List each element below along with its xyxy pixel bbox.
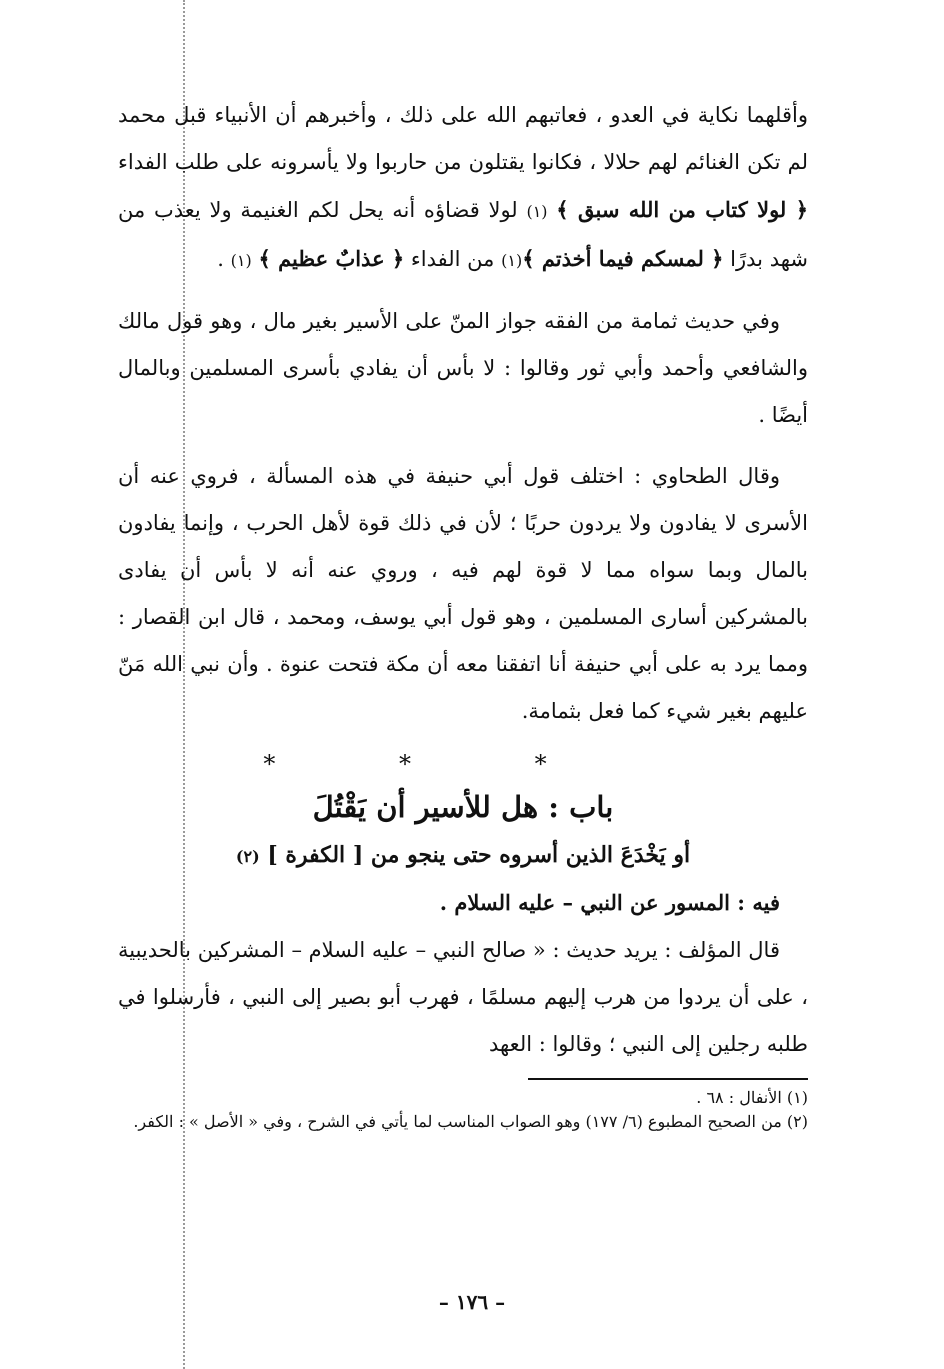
paragraph-1b-text: لولا قضاؤه أنه يحل لكم الغنيمة ولا يعذب من شهد بدرًا	[118, 198, 808, 271]
chapter-includes: فيه : المسور عن النبي – عليه السلام .	[439, 890, 780, 915]
quran-quote-2: ﴿ لمسكم فيما أخذتم ﴾	[522, 246, 724, 271]
footnote-ref-1c: (١)	[230, 251, 252, 270]
paragraph-1d-text: .	[217, 247, 224, 271]
footnote-separator	[528, 1078, 808, 1080]
footnote-ref-2: (٢)	[235, 847, 260, 866]
paragraph-1	[118, 92, 808, 284]
quran-quote-1: ﴿ لولا كتاب من الله سبق ﴾	[556, 197, 808, 222]
footnote-ref-1: (١)	[526, 202, 548, 221]
paragraph-3: وقال الطحاوي : اختلف قول أبي حنيفة في هذه المسألة ، فروي عنه أن الأسرى لا يفادون ولا يردون حربًا ؛ لأن في ذلك قوة لأهل الحرب ، وإنما يفادون بالمال وبما سواه مما لا قوة لهم فيه ، وروي عنه أنه لا بأس أن يفادى بالمشركين أسارى المسلمين ، وهو قول أبي يوسف، ومحمد ، قال ابن القصار : ومما يرد به على أبي حنيفة أنا اتفقنا معه أن مكة فتحت عنوة . وأن نبي الله مَنّ عليهم بغير شيء كما فعل بثمامة.	[118, 464, 808, 723]
chapter-title: باب : هل للأسير أن يَقْتُلَ	[312, 790, 614, 824]
paragraph-4: قال المؤلف : يريد حديث : « صالح النبي – عليه السلام – المشركين بالحديبية ، على أن يردوا من هرب إليهم مسلمًا ، فهرب أبو بصير إلى النبي ، فأرسلوا في طلبه رجلين إلى النبي ؛ وقالوا : العهد	[118, 938, 808, 1056]
footnotes	[118, 1086, 808, 1134]
paragraph-1c-text: من الفداء	[410, 247, 495, 271]
chapter-subtitle-text: أو يَخْدَعَ الذين أسروه حتى ينجو من [ الكفرة ]	[267, 842, 691, 868]
section-separator-stars: * * *	[263, 750, 605, 778]
paragraph-2: وفي حديث ثمامة من الفقه جواز المنّ على الأسير بغير مال ، وهو قول مالك والشافعي وأحمد وأبي ثور وقالوا : لا بأس أن يفادي بأسرى المسلمين وبالمال أيضًا .	[118, 309, 808, 427]
chapter-subtitle	[118, 833, 808, 879]
footnote-1: (١) الأنفال : ٦٨ .	[696, 1088, 808, 1107]
footnote-ref-1b: (١)	[501, 251, 523, 270]
quran-quote-3: ﴿ عذابٌ عظيم ﴾	[258, 246, 405, 271]
page-content	[118, 92, 808, 1134]
footnote-2: (٢) من الصحيح المطبوع (٦/ ١٧٧) وهو الصواب المناسب لما يأتي في الشرح ، وفي « الأصل » : الكفر.	[133, 1112, 808, 1131]
page-number: – ١٧٦ –	[438, 1290, 506, 1314]
paragraph-1-text: وأقلهما نكاية في العدو ، فعاتبهم الله على ذلك ، وأخبرهم أن الأنبياء قبل محمد لم تكن الغنائم لهم حلالا ، فكانوا يقتلون من حاربوا ولا يأسرونه على طلب الفداء	[118, 103, 808, 174]
